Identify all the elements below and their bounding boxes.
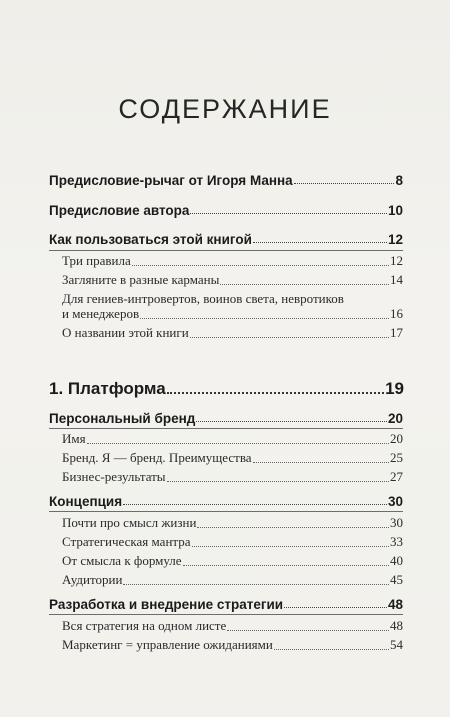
toc-entry-page: 45 [390,572,403,587]
toc-subentry [62,450,403,466]
toc-subentry [62,431,403,447]
toc-entry-label: Маркетинг = управление ожиданиями [62,637,273,652]
toc-subentry [62,515,403,531]
leader-dots [253,241,387,243]
toc-part [49,379,404,399]
toc-entry-page: 14 [390,272,403,287]
leader-dots [220,283,389,285]
toc-entry-page: 20 [390,431,403,446]
leader-dots [294,182,395,184]
toc-entry-label: 1. Платформа [49,379,166,398]
toc-entry-label: Вся стратегия на одном листе [62,618,227,633]
leader-dots [284,606,387,608]
toc-entry [49,173,403,188]
toc-subentry [62,572,403,588]
leader-dots [253,461,389,463]
toc-subentry [62,637,403,653]
toc-subentry [62,469,403,485]
divider [49,428,403,429]
toc-entry-label: Почти про смысл жизни [62,515,197,530]
leader-dots [197,526,389,528]
toc-entry-page: 30 [387,494,403,509]
toc-subentry [62,534,403,550]
toc-entry-label: и менеджеров [62,306,140,321]
toc-entry-page: 19 [385,379,404,398]
toc-subentry [62,618,403,634]
leader-dots [167,480,389,482]
toc-entry-label: Персональный бренд [49,411,196,426]
leader-dots [196,420,387,422]
divider [49,511,403,512]
toc-entry-page: 12 [387,232,403,247]
toc-entry-label: Концепция [49,494,123,509]
toc-entry-page: 16 [390,306,403,321]
toc-subentry [62,272,403,288]
toc-entry-label: Бренд. Я — бренд. Преимущества [62,450,252,465]
toc-entry-label-line1: Для гениев-интровертов, воинов света, невротиков [62,291,344,306]
toc-subentry [62,306,403,322]
toc-entry-page: 12 [390,253,403,268]
toc-entry-label: Предисловие-рычаг от Игоря Манна [49,173,293,188]
toc-entry-page: 20 [387,411,403,426]
toc-entry-label: Бизнес-результаты [62,469,166,484]
toc-entry-page: 10 [387,203,403,218]
toc-entry-page: 48 [387,597,403,612]
leader-dots [227,629,389,631]
toc-entry-label: О названии этой книги [62,325,189,340]
toc-subentry [62,253,403,269]
divider [49,614,403,615]
toc-entry-label: Аудитории [62,572,123,587]
leader-dots [190,336,389,338]
leader-dots [123,583,389,585]
toc-entry-label: Как пользоваться этой книгой [49,232,252,247]
leader-dots [167,391,384,394]
toc-entry-page: 40 [390,553,403,568]
toc-entry [49,411,403,426]
toc-entry-label: Разработка и внедрение стратегии [49,597,284,612]
toc-entry-page: 17 [390,325,403,340]
divider [49,250,403,251]
toc-entry-label: От смысла к формуле [62,553,182,568]
toc-entry-label: Имя [62,431,86,446]
page-title: СОДЕРЖАНИЕ [118,94,332,124]
toc-entry-page: 54 [390,637,403,652]
toc-entry-page: 30 [390,515,403,530]
toc-entry-page: 27 [390,469,403,484]
leader-dots [123,503,387,505]
toc-entry-page: 8 [395,173,403,188]
leader-dots [192,545,389,547]
toc-subentry [62,325,403,341]
toc-entry-page: 25 [390,450,403,465]
toc-entry [49,203,403,218]
toc-entry-label: Загляните в разные карманы [62,272,220,287]
leader-dots [190,212,387,214]
toc-entry [49,597,403,612]
leader-dots [87,442,389,444]
toc-entry [49,232,403,247]
leader-dots [140,317,389,319]
toc-entry-page: 33 [390,534,403,549]
toc-entry-label: Предисловие автора [49,203,190,218]
toc-entry-page: 48 [390,618,403,633]
toc-entry-label: Стратегическая мантра [62,534,191,549]
leader-dots [132,264,389,266]
leader-dots [274,648,389,650]
toc-entry-label: Три правила [62,253,131,268]
leader-dots [183,564,389,566]
toc-entry [49,494,403,509]
toc-subentry [62,553,403,569]
